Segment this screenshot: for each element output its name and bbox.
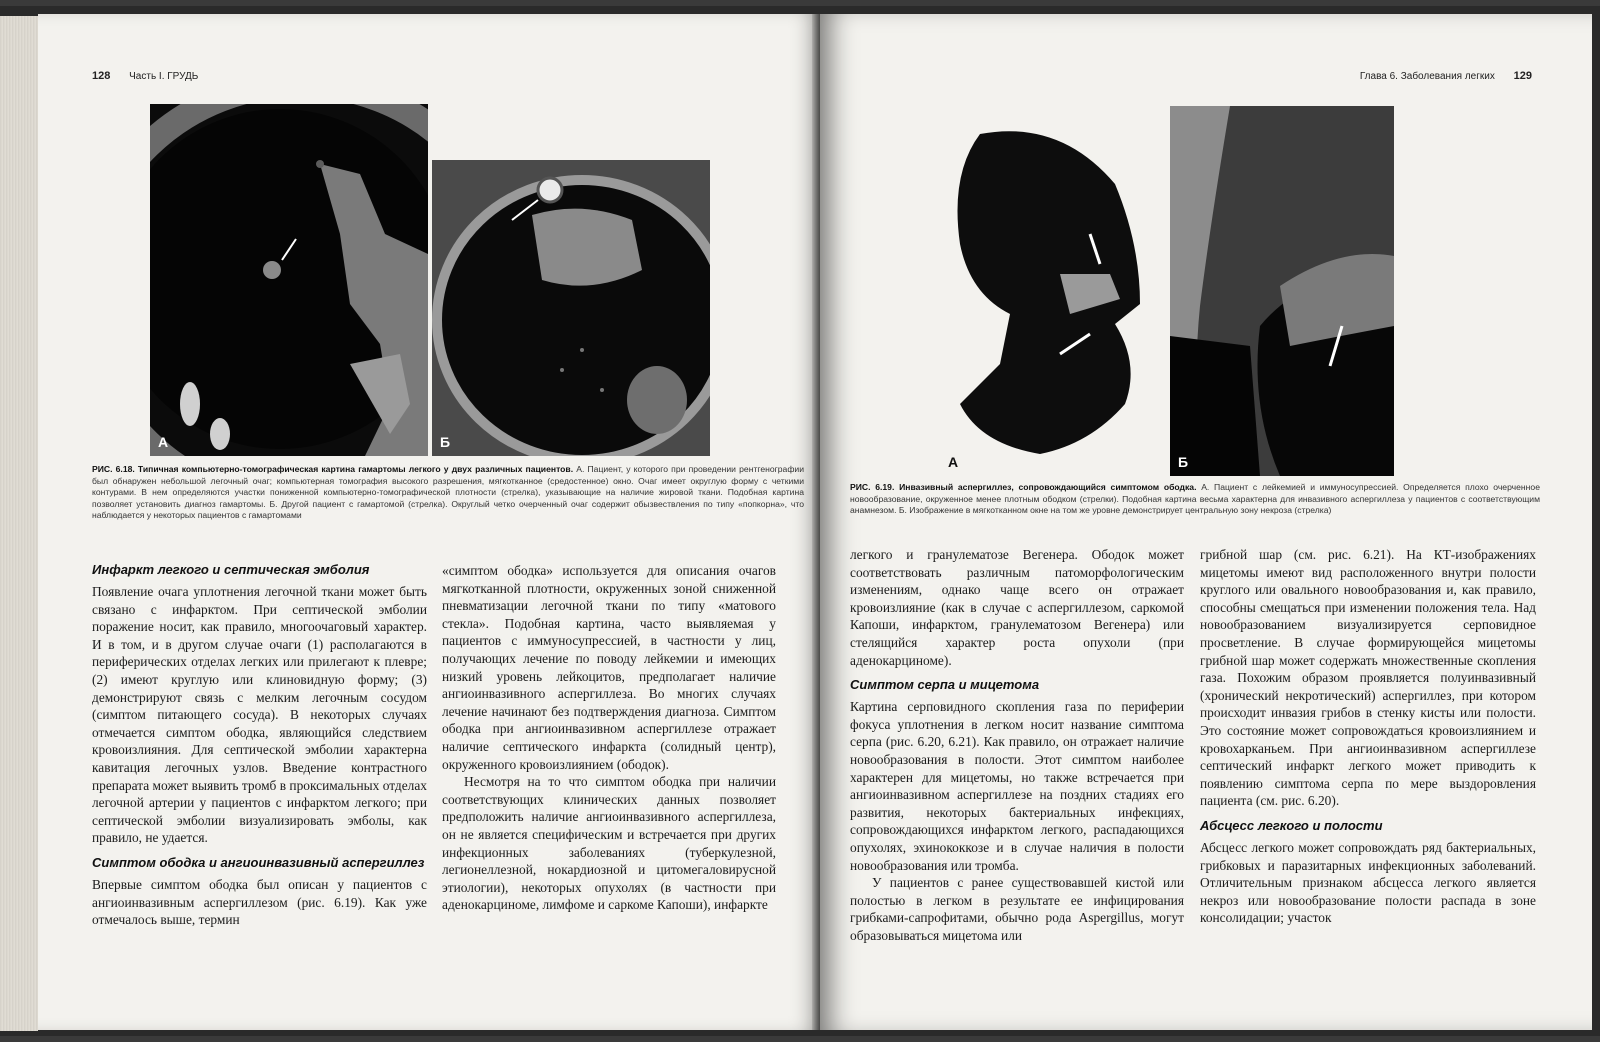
paragraph: Несмотря на то что симптом ободка при наличии соответствующих клинических данных позволяет предположить наличие ангиоинвазивного аспергиллеза, он не является специфическим и встречается при других инфекционных заболеваниях (туберкулезной, легионеллезной, нокардиозной и цитомегаловирусной этиологии), некоторых опухолях (в частности при аденокарциноме, лимфоме и саркоме Капоши), инфаркте (442, 774, 776, 913)
running-head: Часть I. ГРУДЬ (129, 71, 199, 82)
ct-scan-panel-a (940, 124, 1170, 476)
paragraph: легкого и гранулематозе Вегенера. Ободок может соответствовать различным патоморфологическим изменениям, однако чаще всего он отражает кровоизлияние (как в случае с аспергиллезом, саркомой Капоши, инфарктом, гранулематозом Вегенера) или стелящийся характер роста опухоли (при аденокарциноме). (850, 547, 1184, 668)
right-page-header (1360, 70, 1532, 82)
right-page (820, 14, 1592, 1030)
page-stack-edge (0, 16, 38, 1031)
figure-caption (850, 482, 1540, 517)
section-heading: Инфаркт легкого и септическая эмболия (92, 562, 370, 577)
caption-text: А. Пациент, у которого при проведении рентгенографии был обнаружен небольшой легочный очаг; компьютерная томография высокого разрешения, мягкотканное (средостенное) окно. Очаг имеет округлую форму с четкими контурами. В нем определяются участки пониженной компьютерно-томографической плотности (стрелка), указывающие на наличие жировой ткани. Подобная картина позволяет установить диагноз гамартомы. Б. Другой пациент с гамартомой (стрелка). Округлый четко очерченный очаг содержит обызвествления по типу «попкорна», что наблюдается у некоторых пациентов с гамартомами (92, 464, 804, 520)
paragraph: Появление очага уплотнения легочной ткани может быть связано с инфарктом. При септической эмболии поражение носит, как правило, многоочаговый характер. И в том, и в другом случае очаги (1) располагаются в периферических отделах легких или прилегают к плевре; (2) имеют круглую или клиновидную форму; (3) демонстрируют связь с мелким легочным сосудом (симптом питающего сосуда). В некоторых случаях отмечается симптом ободка, являющийся следствием кровоизлияния. Для септической эмболии характерна кавитация легочных узлов. Введение контрастного препарата может выявить тромб в проксимальных отделах легочной артерии у пациентов с инфарктом легкого; при септической эмболии визуализировать эмболы, как правило, не удается. (92, 584, 427, 846)
caption-title: РИС. 6.19. Инвазивный аспергиллез, сопровождающийся симптомом ободка. (850, 482, 1197, 492)
running-head: Глава 6. Заболевания легких (1359, 71, 1495, 82)
text-column-1 (92, 562, 427, 929)
caption-text: А. Пациент с лейкемией и иммуносупрессией. Определяется плохо очерченное новообразование, окруженное менее плотным ободком (стрелки). Подобная картина весьма характерна для инвазивного аспергиллеза у пациентов с соответствующим анамнезом. Б. Изображение в мягкотканном окне на том же уровне демонстрирует центральную зону некроза (стрелка) (850, 482, 1540, 515)
panel-a-label: А (948, 454, 959, 470)
section-heading: Абсцесс легкого и полости (1200, 817, 1383, 833)
panel-b-label: Б (440, 434, 451, 450)
section-heading: Симптом ободка и ангиоинвазивный аспергиллез (92, 854, 425, 870)
left-page-header (92, 70, 198, 82)
paragraph: «симптом ободка» используется для описания очагов мягкотканной плотности, окруженных зоной сниженной пневматизации легочной ткани по типу «матового стекла». Подобная картина, часто выявляемая у пациентов с иммуносупрессией, в частности у лиц, получающих лечение по поводу лейкемии и имеющих низкий уровень лейкоцитов, предполагает наличие ангиоинвазивного аспергиллеза. Во многих случаях лечение начинают без подтверждения диагноза. Симптом ободка при ангиоинвазивном аспергиллезе отражает наличие септического инфаркта (солидный центр), окруженного кровоизлиянием (ободок). (442, 563, 776, 772)
text-column-2 (442, 562, 776, 914)
ct-scan-panel-b (1170, 106, 1394, 476)
ct-scan-panel-a (150, 104, 428, 456)
paragraph: У пациентов с ранее существовавшей кистой или полостью в легком в результате ее инфицирования грибками-сапрофитами, обычно рода Aspergillus, могут образовываться мицетома или (850, 875, 1184, 943)
panel-a-label: А (158, 434, 169, 450)
figure-caption (92, 464, 804, 522)
open-book (0, 6, 1600, 1036)
text-column-2 (1200, 546, 1536, 927)
paragraph: Впервые симптом ободка был описан у пациентов с ангиоинвазивным аспергиллезом (рис. 6.19). Как уже отмечалось выше, термин (92, 876, 427, 928)
caption-title: РИС. 6.18. Типичная компьютерно-томографическая картина гамартомы легкого у двух различных пациентов. (92, 464, 574, 474)
section-heading: Симптом серпа и мицетома (850, 677, 1040, 693)
text-column-1 (850, 546, 1184, 944)
left-page (38, 14, 820, 1030)
paragraph: Абсцесс легкого может сопровождать ряд бактериальных, грибковых и паразитарных инфекционных заболеваний. Отличительным признаком абсцесса легкого является некроз или новообразование полости распада в зоне консолидации; участок (1200, 839, 1536, 926)
panel-b-label: Б (1178, 454, 1189, 470)
page-number: 128 (92, 70, 111, 82)
paragraph: Картина серповидного скопления газа по периферии фокуса уплотнения в легком носит название симптома серпа (рис. 6.20, 6.21). Как правило, он отражает наличие новообразования в полости. Этот симптом наиболее характерен для мицетомы, но также встречается при ангиоинвазивном аспергиллезе на поздних стадиях его развития, некоторых бактериальных инфекциях, сопровождающихся инфарктом легкого, распадающихся опухолях, эхинококкозе и в случае наличия в полости новообразования или тромба. (850, 699, 1184, 873)
paragraph: грибной шар (см. рис. 6.21). На КТ-изображениях мицетомы имеют вид расположенного внутри полости круглого или овального новообразования и, как правило, способны смещаться при изменении положения тела. Над новообразованием визуализируется серповидное просветление. В случае формирующейся мицетомы грибной шар может содержать множественные скопления газа. Похожим образом проявляется полуинвазивный (хронический некротический) аспергиллез, при котором происходит инвазия грибов в стенку кисты или полости. Это состояние может сопровождаться кровоизлиянием и кровохарканьем. При ангиоинвазивном аспергиллезе септический инфаркт легкого может приводить к появлению симптома серпа по мере выздоровления пациента (см. рис. 6.20). (1200, 547, 1536, 809)
ct-scan-panel-b (432, 160, 710, 456)
page-number: 129 (1513, 70, 1532, 82)
